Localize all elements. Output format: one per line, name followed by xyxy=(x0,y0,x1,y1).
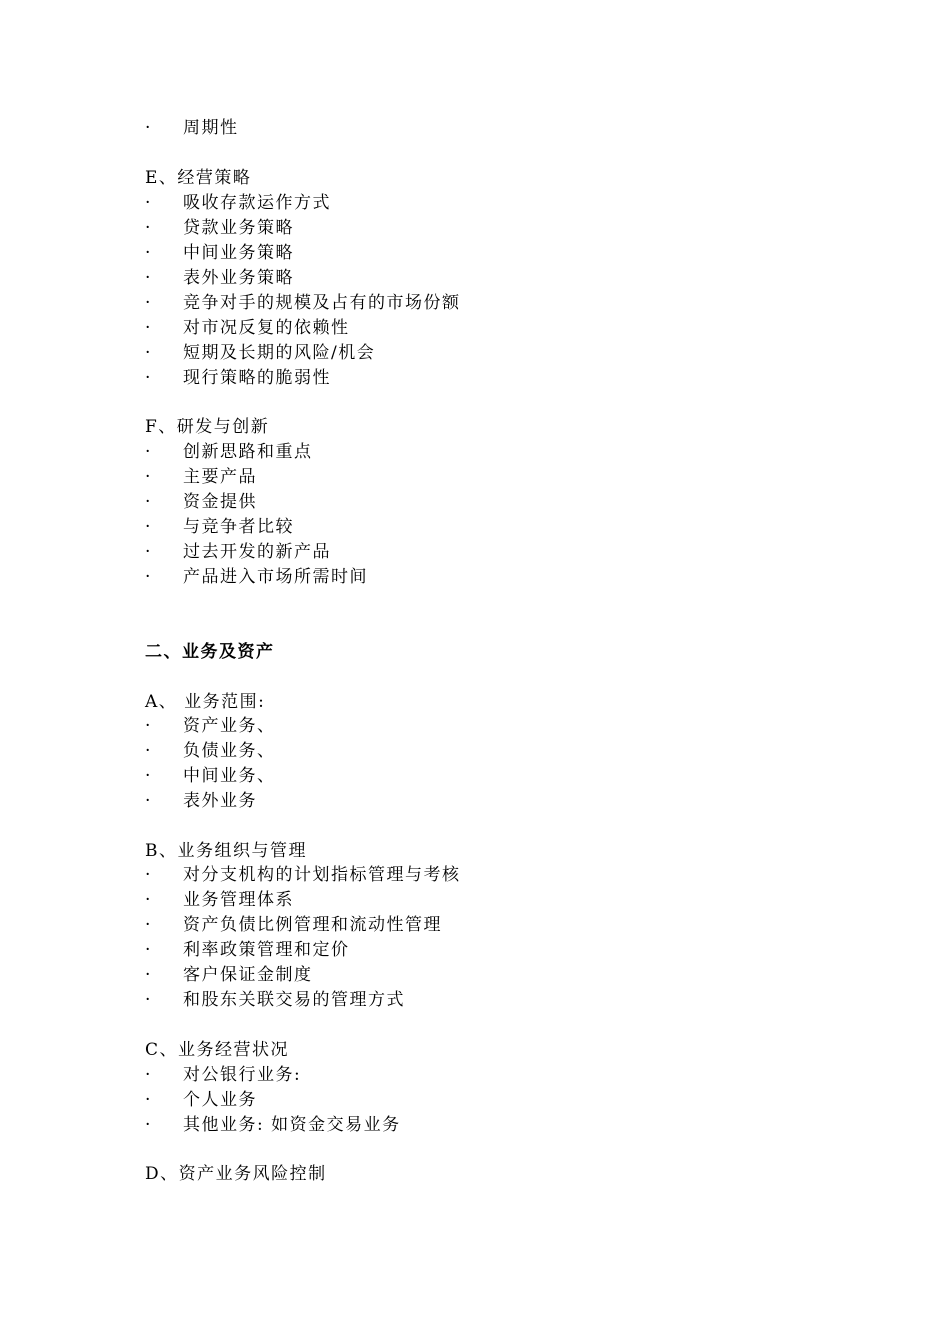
list-item xyxy=(145,216,294,241)
list-item-text: 表外业务策略 xyxy=(183,268,294,288)
section-c-heading: C、业务经营状况 xyxy=(145,1040,290,1060)
list-item-text: 过去开发的新产品 xyxy=(183,542,331,562)
list-item xyxy=(145,266,294,291)
list-item xyxy=(145,565,368,590)
section-d-heading: D、资产业务风险控制 xyxy=(145,1164,327,1184)
list-item-text: 个人业务 xyxy=(183,1090,257,1110)
list-item xyxy=(145,490,257,515)
list-item xyxy=(145,1113,401,1138)
bullet: · xyxy=(145,268,151,288)
bullet: · xyxy=(145,1065,151,1085)
bullet: · xyxy=(145,293,151,313)
list-item-text: 资产业务、 xyxy=(183,716,276,736)
bullet: · xyxy=(145,766,151,786)
list-item-text: 对分支机构的计划指标管理与考核 xyxy=(183,865,461,885)
list-item xyxy=(145,540,331,565)
bullet: · xyxy=(145,865,151,885)
list-item xyxy=(145,739,276,764)
bullet: · xyxy=(145,542,151,562)
bullet: · xyxy=(145,716,151,736)
bullet: · xyxy=(145,492,151,512)
list-item-text: 对市况反复的依赖性 xyxy=(183,318,350,338)
list-item xyxy=(145,714,276,739)
list-item-text: 周期性 xyxy=(183,118,239,138)
list-item xyxy=(145,116,239,141)
list-item-text: 吸收存款运作方式 xyxy=(183,193,331,213)
list-item-text: 表外业务 xyxy=(183,791,257,811)
list-item-text: 现行策略的脆弱性 xyxy=(183,368,331,388)
list-item-text: 客户保证金制度 xyxy=(183,965,313,985)
bullet: · xyxy=(145,517,151,537)
list-item xyxy=(145,988,405,1013)
bullet: · xyxy=(145,343,151,363)
section-b-heading: B、业务组织与管理 xyxy=(145,841,307,861)
bullet: · xyxy=(145,467,151,487)
list-item xyxy=(145,241,294,266)
list-item xyxy=(145,913,442,938)
bullet: · xyxy=(145,243,151,263)
bullet: · xyxy=(145,1115,151,1135)
bullet: · xyxy=(145,368,151,388)
list-item-text: 业务管理体系 xyxy=(183,890,294,910)
list-item-text: 中间业务策略 xyxy=(183,243,294,263)
bullet: · xyxy=(145,890,151,910)
list-item xyxy=(145,291,461,316)
list-item xyxy=(145,938,350,963)
bullet: · xyxy=(145,193,151,213)
list-item xyxy=(145,1088,257,1113)
list-item xyxy=(145,341,375,366)
bullet: · xyxy=(145,990,151,1010)
list-item-text: 竞争对手的规模及占有的市场份额 xyxy=(183,293,461,313)
list-item xyxy=(145,789,257,814)
list-item xyxy=(145,440,313,465)
bullet: · xyxy=(145,318,151,338)
list-item-text: 产品进入市场所需时间 xyxy=(183,567,368,587)
part-2-title: 二、业务及资产 xyxy=(145,642,275,662)
list-item xyxy=(145,465,257,490)
section-a-heading: A、 业务范围: xyxy=(145,692,266,712)
list-item-text: 利率政策管理和定价 xyxy=(183,940,350,960)
bullet: · xyxy=(145,218,151,238)
bullet: · xyxy=(145,940,151,960)
list-item-text: 与竞争者比较 xyxy=(183,517,294,537)
list-item-text: 负债业务、 xyxy=(183,741,276,761)
bullet: · xyxy=(145,791,151,811)
list-item-text: 主要产品 xyxy=(183,467,257,487)
list-item xyxy=(145,963,313,988)
bullet: · xyxy=(145,442,151,462)
bullet: · xyxy=(145,965,151,985)
list-item-text: 贷款业务策略 xyxy=(183,218,294,238)
list-item xyxy=(145,863,461,888)
list-item xyxy=(145,366,331,391)
list-item xyxy=(145,888,294,913)
bullet: · xyxy=(145,567,151,587)
list-item xyxy=(145,316,350,341)
list-item xyxy=(145,1063,301,1088)
list-item-text: 创新思路和重点 xyxy=(183,442,313,462)
bullet: · xyxy=(145,915,151,935)
bullet: · xyxy=(145,741,151,761)
section-e-heading: E、经营策略 xyxy=(145,168,252,188)
list-item xyxy=(145,191,331,216)
bullet: · xyxy=(145,1090,151,1110)
list-item-text: 中间业务、 xyxy=(183,766,276,786)
list-item-text: 对公银行业务: xyxy=(183,1065,302,1085)
list-item-text: 资金提供 xyxy=(183,492,257,512)
bullet: · xyxy=(145,118,151,138)
list-item xyxy=(145,764,276,789)
list-item-text: 和股东关联交易的管理方式 xyxy=(183,990,405,1010)
list-item-text: 其他业务: 如资金交易业务 xyxy=(183,1115,401,1135)
list-item-text: 资产负债比例管理和流动性管理 xyxy=(183,915,442,935)
list-item xyxy=(145,515,294,540)
list-item-text: 短期及长期的风险/机会 xyxy=(183,343,376,363)
section-f-heading: F、研发与创新 xyxy=(145,417,270,437)
